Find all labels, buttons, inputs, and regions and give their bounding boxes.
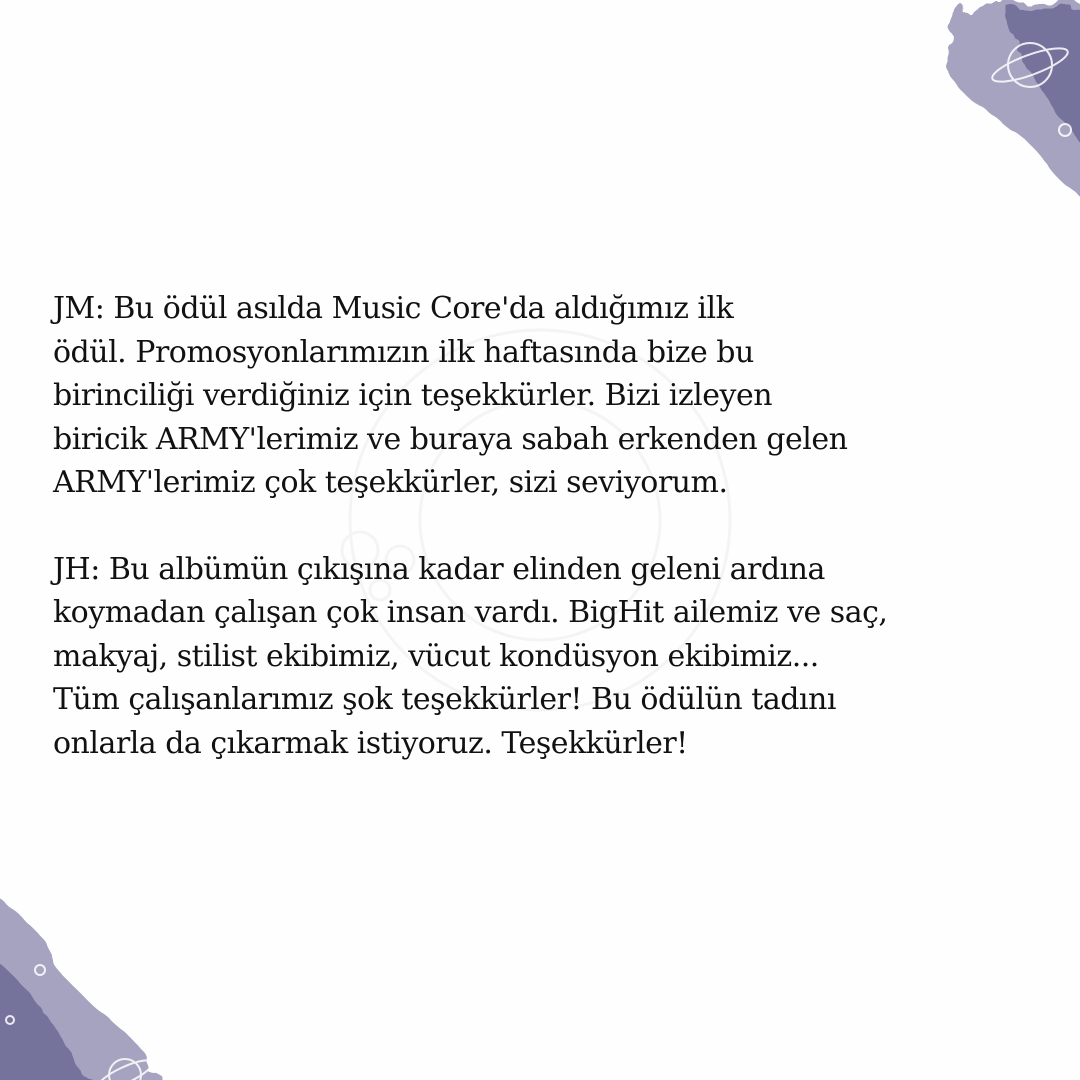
paragraph-jh: JH: Bu albümün çıkışına kadar elinden geleni ardına koymadan çalışan çok insan vardı. BigHit ailemiz ve saç, makyaj, stilist ekibimiz, vücut kondüsyon ekibimiz... Tüm çalışanlarımız şok teşekkürler! Bu ödülün tadını onlarla da çıkarmak istiyoruz. Teşekkürler! xyxy=(53,551,888,761)
watercolor-splash-top-right xyxy=(850,0,1080,240)
quote-text-block xyxy=(53,287,1053,765)
watercolor-splash-bottom-left xyxy=(0,850,220,1080)
paragraph-jm: JM: Bu ödül asılda Music Core'da aldığımız ilk ödül. Promosyonlarımızın ilk haftasında bize bu birinciliği verdiğiniz için teşekkürler. Bizi izleyen biricik ARMY'lerimiz ve buraya sabah erkenden gelen ARMY'lerimiz çok teşekkürler, sizi seviyorum. xyxy=(53,291,848,500)
